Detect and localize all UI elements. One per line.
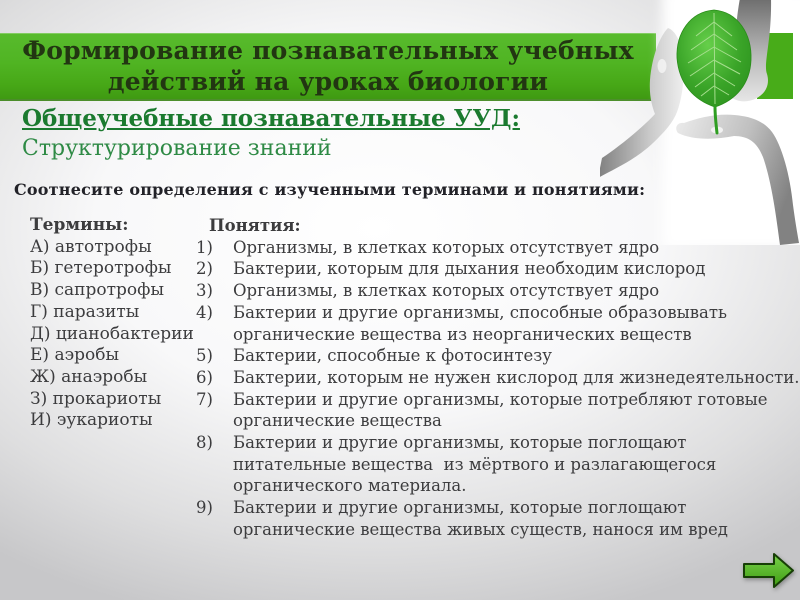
concept-text: Организмы, в клетках которых отсутствует ядро	[233, 237, 660, 257]
concept-item	[196, 497, 800, 540]
concept-number: 5)	[196, 346, 213, 366]
term-item: З) прокариоты	[30, 388, 162, 409]
concept-item	[196, 432, 800, 497]
slide-title-line1: Формирование познавательных учебных	[22, 36, 634, 65]
concept-text: Бактерии, способные к фотосинтезу	[233, 346, 552, 366]
concept-number: 4)	[196, 302, 213, 322]
term-item: Д) цианобактерии	[30, 323, 194, 344]
hands-leaf-graphic	[600, 0, 800, 245]
concept-text: Бактерии и другие организмы, которые поглощают органические вещества живых существ, нанося им вред	[233, 498, 728, 539]
title-banner	[0, 33, 656, 99]
concepts-list	[196, 215, 800, 541]
concept-number: 2)	[196, 259, 213, 279]
concept-number: 8)	[196, 433, 213, 453]
slide-title-line2: действий на уроках биологии	[107, 67, 549, 96]
term-item: В) сапротрофы	[30, 280, 164, 301]
right-arrow-icon	[742, 549, 796, 591]
term-item: И) эукариоты	[30, 410, 153, 431]
concept-item	[196, 389, 800, 432]
concept-text: Бактерии, которым для дыхания необходим кислород	[233, 259, 706, 279]
concept-item	[196, 237, 800, 259]
concept-number: 1)	[196, 237, 213, 257]
subtitle-regular: Структурирование знаний	[22, 136, 332, 161]
concept-item	[196, 258, 800, 280]
term-item: А) автотрофы	[30, 236, 152, 257]
concept-text: Бактерии и другие организмы, способные образовывать органические вещества из неорганических веществ	[233, 302, 728, 344]
concepts-header: Понятия:	[209, 216, 301, 235]
term-item: Б) гетеротрофы	[30, 258, 172, 279]
next-arrow-button[interactable]	[742, 549, 796, 591]
hands-leaf-image	[600, 0, 800, 245]
concept-text: Бактерии, которым не нужен кислород для жизнедеятельности.	[233, 367, 800, 387]
term-item: Г) паразиты	[30, 301, 140, 322]
concept-item	[196, 302, 800, 345]
concept-number: 6)	[196, 367, 213, 387]
terms-list	[30, 215, 194, 432]
task-prompt: Соотнесите определения с изученными терминами и понятиями:	[14, 180, 646, 199]
concept-item	[196, 345, 800, 367]
concept-text: Бактерии и другие организмы, которые потребляют готовые органические вещества	[233, 389, 768, 431]
concept-number: 7)	[196, 389, 213, 409]
term-item: Е) аэробы	[30, 345, 119, 366]
concept-number: 9)	[196, 498, 213, 518]
concept-item	[196, 367, 800, 389]
term-item: Ж) анаэробы	[30, 366, 148, 387]
concept-text: Бактерии и другие организмы, которые поглощают питательные вещества из мёртвого и разлагающегося органического материала.	[233, 433, 717, 496]
concept-item	[196, 280, 800, 302]
thumb-nail-highlight	[658, 59, 667, 73]
concept-number: 3)	[196, 281, 213, 301]
subtitle-bold: Общеучебные познавательные УУД:	[22, 105, 520, 132]
subtitle-block	[22, 104, 520, 163]
terms-header: Термины:	[30, 215, 129, 235]
concept-text: Организмы, в клетках которых отсутствует ядро	[233, 281, 660, 301]
